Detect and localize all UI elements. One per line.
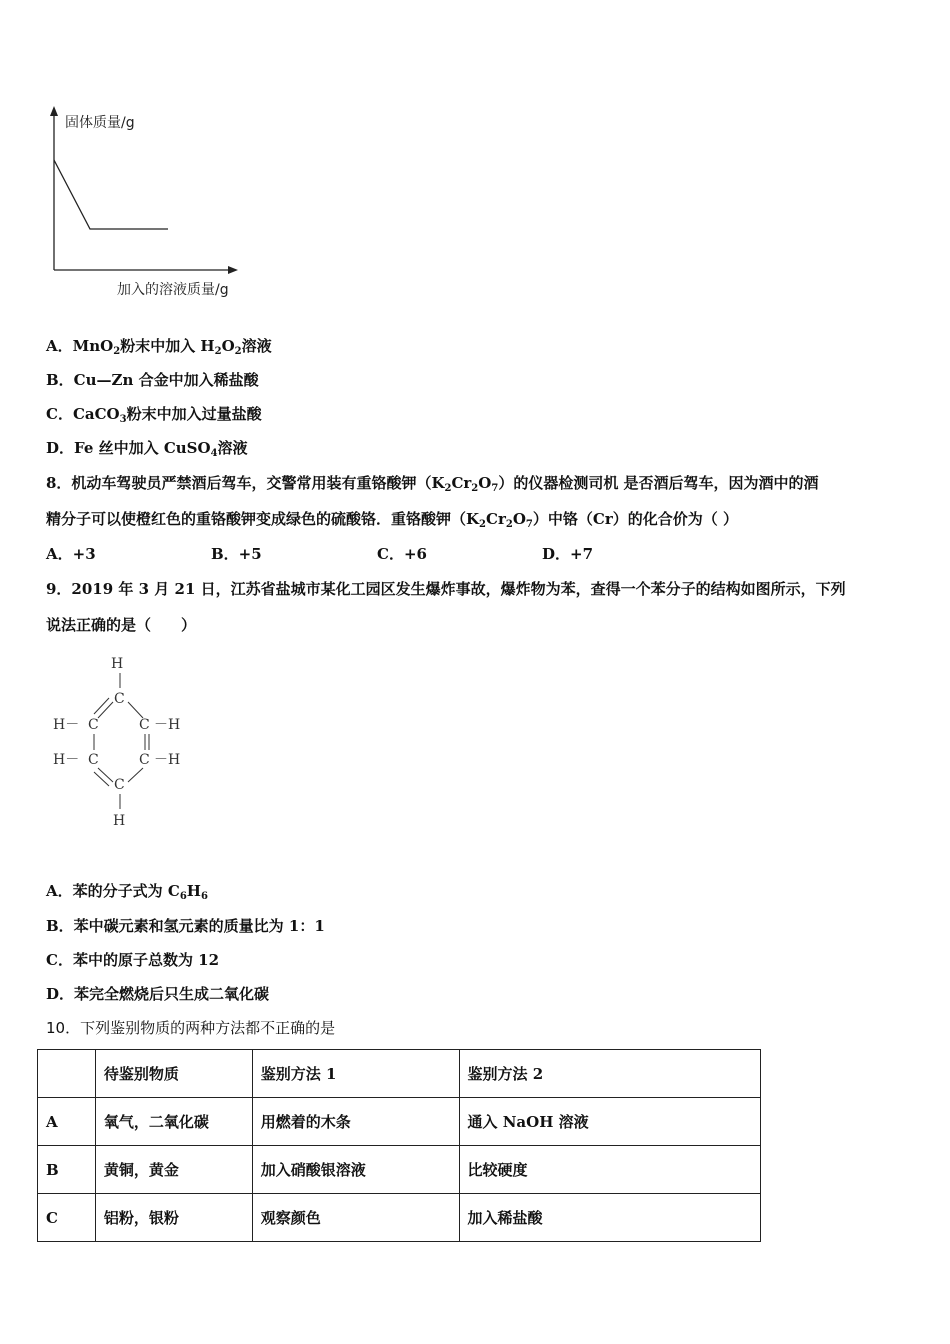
table-cell: 比较硬度 xyxy=(459,1146,761,1194)
q9-option-b: B．苯中碳元素和氢元素的质量比为 1：1 xyxy=(46,917,325,935)
q9-option-c: C．苯中的原子总数为 12 xyxy=(46,951,220,969)
table-cell: 加入硝酸银溶液 xyxy=(252,1146,459,1194)
mass-chart xyxy=(40,100,260,305)
atom-c-top: C xyxy=(114,691,125,707)
q9-stem-line2: 说法正确的是（ ） xyxy=(46,616,197,634)
q8-stem-line2: 精分子可以使橙红色的重铬酸钾变成绿色的硫酸铬．重铬酸钾$(K_2Cr_2O_7)$中铬（Cr）的化合价为（ ） xyxy=(46,510,738,530)
identification-table xyxy=(37,1049,761,1242)
q7-option-a: A．MnO$_2$粉末中加入 $H_2O_2$溶液 xyxy=(46,337,272,357)
y-axis-label: 固体质量/g xyxy=(65,115,135,131)
table-cell: A xyxy=(38,1098,96,1146)
table-row xyxy=(38,1146,761,1194)
atom-h-top: H xyxy=(111,656,124,672)
atom-c-left-top: C xyxy=(88,717,99,733)
y-axis-arrow xyxy=(50,106,58,116)
table-header-cell xyxy=(38,1050,96,1098)
q8-option-b: B．+5 xyxy=(211,545,262,563)
table-cell: B xyxy=(38,1146,96,1194)
q9-stem-line1: 9．2019 年 3 月 21 日，江苏省盐城市某化工园区发生爆炸事故，爆炸物为苯，查得一个苯分子的结构如图所示，下列 xyxy=(46,580,846,598)
table-header-cell: 待鉴别物质 xyxy=(95,1050,252,1098)
table-cell: 通入 NaOH 溶液 xyxy=(459,1098,761,1146)
atom-c-left-bot: C xyxy=(88,752,99,768)
q8-option-a: A．+3 xyxy=(46,545,96,563)
atom-h-left-top: H－ xyxy=(53,717,80,733)
table-cell: C xyxy=(38,1194,96,1242)
q7-option-c: C．CaCO$_3$粉末中加入过量盐酸 xyxy=(46,405,262,425)
table-row xyxy=(38,1194,761,1242)
table-cell: 用燃着的木条 xyxy=(252,1098,459,1146)
q8-option-c: C．+6 xyxy=(377,545,427,563)
x-axis-label: 加入的溶液质量/g xyxy=(117,282,229,298)
atom-c-right-bot: C xyxy=(139,752,150,768)
x-axis-arrow xyxy=(228,266,238,274)
atom-c-bottom: C xyxy=(114,777,125,793)
table-cell: 黄铜，黄金 xyxy=(95,1146,252,1194)
table-header-cell: 鉴别方法 2 xyxy=(459,1050,761,1098)
q7-option-b: B．Cu—Zn 合金中加入稀盐酸 xyxy=(46,371,259,389)
q8-stem-line1: 8．机动车驾驶员严禁酒后驾车，交警常用装有重铬酸钾$(K_2Cr_2O_7)$的仪器检测司机 是否酒后驾车，因为酒中的酒 xyxy=(46,474,819,494)
table-header-row xyxy=(38,1050,761,1098)
q9-option-a: A．苯的分子式为 $C_6H_6$ xyxy=(46,882,208,902)
table-cell: 观察颜色 xyxy=(252,1194,459,1242)
mass-curve xyxy=(54,160,168,229)
q9-option-d: D．苯完全燃烧后只生成二氧化碳 xyxy=(46,985,270,1003)
table-row xyxy=(38,1098,761,1146)
atom-h-left-bot: H－ xyxy=(53,752,80,768)
table-header-cell: 鉴别方法 1 xyxy=(252,1050,459,1098)
q7-option-d: D．Fe 丝中加入 CuSO$_4$溶液 xyxy=(46,439,248,459)
table-cell: 加入稀盐酸 xyxy=(459,1194,761,1242)
q8-option-d: D．+7 xyxy=(542,545,594,563)
table-cell: 氧气，二氧化碳 xyxy=(95,1098,252,1146)
atom-c-right-top: C xyxy=(139,717,150,733)
atom-h-bottom: H xyxy=(113,813,126,829)
atom-h-right-bot: －H xyxy=(154,752,181,768)
atom-h-right-top: －H xyxy=(154,717,181,733)
benzene-structure xyxy=(48,652,198,832)
table-cell: 铝粉，银粉 xyxy=(95,1194,252,1242)
q10-stem: 10．下列鉴别物质的两种方法都不正确的是 xyxy=(46,1019,336,1037)
